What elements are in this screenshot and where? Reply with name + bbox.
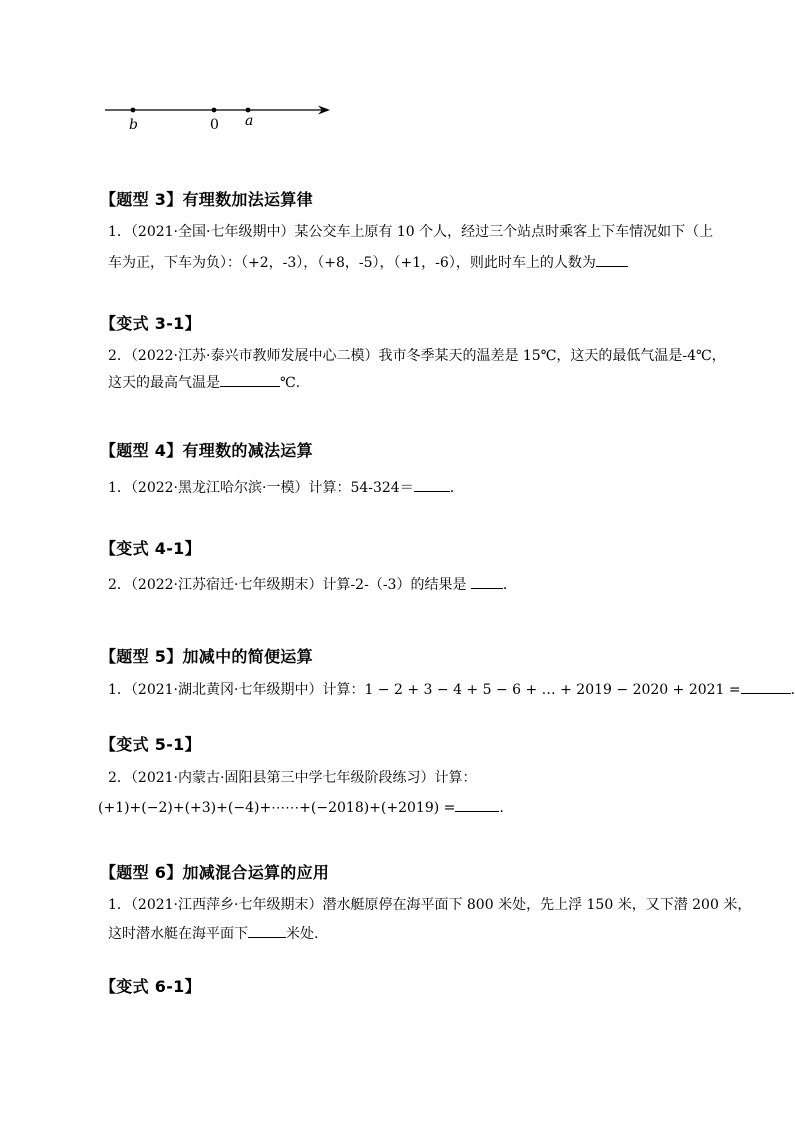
question-number: 1．	[108, 897, 131, 913]
section-heading-variant-5-1: 【变式 5-1】	[100, 735, 201, 754]
question-text: （2021·湖北黄冈·七年级期中）计算：1 − 2 + 3 − 4 + 5 − 6 + … + 2019 − 2020 + 2021 =	[130, 682, 741, 698]
question-line	[98, 796, 504, 820]
section-heading-variant-4-1: 【变式 4-1】	[100, 539, 201, 558]
section-heading-type-4: 【题型 4】有理数的减法运算	[100, 441, 313, 460]
section-heading-variant-3-1: 【变式 3-1】	[100, 314, 201, 333]
question-number: 2．	[108, 577, 131, 593]
section-heading-type-3: 【题型 3】有理数加法运算律	[100, 190, 313, 209]
section-heading-type-5: 【题型 5】加减中的简便运算	[100, 647, 313, 666]
label-a: a	[245, 113, 254, 129]
question-line	[108, 344, 726, 368]
question-line	[108, 371, 300, 395]
question-suffix: .	[502, 577, 508, 593]
question-suffix: ℃.	[280, 375, 301, 391]
section-heading-variant-6-1: 【变式 6-1】	[100, 977, 201, 996]
question-text: （2022·江苏·泰兴市教师发展中心二模）我市冬季某天的温差是 15℃，这天的最低气温是-4℃，	[130, 348, 726, 364]
question-line	[108, 766, 476, 790]
question-text: 这天的最高气温是	[108, 375, 220, 391]
question-number: 1．	[108, 682, 131, 698]
question-line	[108, 678, 795, 702]
question-line	[108, 922, 318, 946]
question-number: 1．	[108, 480, 131, 496]
point-a	[246, 108, 251, 113]
question-line	[108, 573, 507, 597]
question-number: 2．	[108, 770, 131, 786]
answer-blank[interactable]	[741, 679, 791, 694]
question-text: （2021·内蒙古·固阳县第三中学七年级阶段练习）计算：	[130, 770, 477, 786]
question-line	[108, 476, 454, 500]
question-line	[108, 251, 628, 275]
point-zero	[212, 108, 217, 113]
question-text: 车为正，下车为负）：（+2，-3），（+8，-5），（+1，-6），则此时车上的人数为	[108, 255, 596, 271]
question-line	[108, 220, 713, 244]
question-text: （2022·江苏宿迁·七年级期末）计算-2-（-3）的结果是	[130, 577, 471, 593]
question-suffix: 米处.	[286, 926, 319, 942]
question-suffix: .	[790, 682, 795, 698]
label-b: b	[129, 117, 138, 133]
question-number: 1．	[108, 224, 131, 240]
answer-blank[interactable]	[220, 372, 280, 387]
point-b	[131, 108, 136, 113]
answer-blank[interactable]	[248, 923, 286, 938]
answer-blank[interactable]	[455, 797, 499, 812]
question-text: （2022·黑龙江哈尔滨·一模）计算：54-324＝	[130, 480, 414, 496]
question-formula: (+1)+(−2)+(+3)+(−4)+⋯⋯+(−2018)+(+2019) =	[98, 800, 456, 816]
label-zero: 0	[210, 117, 219, 133]
question-text: （2021·全国·七年级期中）某公交车上原有 10 个人，经过三个站点时乘客上下车情况如下（上	[130, 224, 714, 240]
answer-blank[interactable]	[596, 252, 628, 267]
answer-blank[interactable]	[471, 574, 503, 589]
section-heading-type-6: 【题型 6】加减混合运算的应用	[100, 863, 330, 882]
question-text: （2021·江西萍乡·七年级期末）潜水艇原停在海平面下 800 米处，先上浮 150 米，又下潜 200 米，	[130, 897, 752, 913]
question-text: 这时潜水艇在海平面下	[108, 926, 248, 942]
question-line	[108, 893, 751, 917]
question-number: 2．	[108, 348, 131, 364]
question-suffix: .	[449, 480, 455, 496]
answer-blank[interactable]	[414, 477, 450, 492]
question-suffix: .	[499, 800, 504, 816]
